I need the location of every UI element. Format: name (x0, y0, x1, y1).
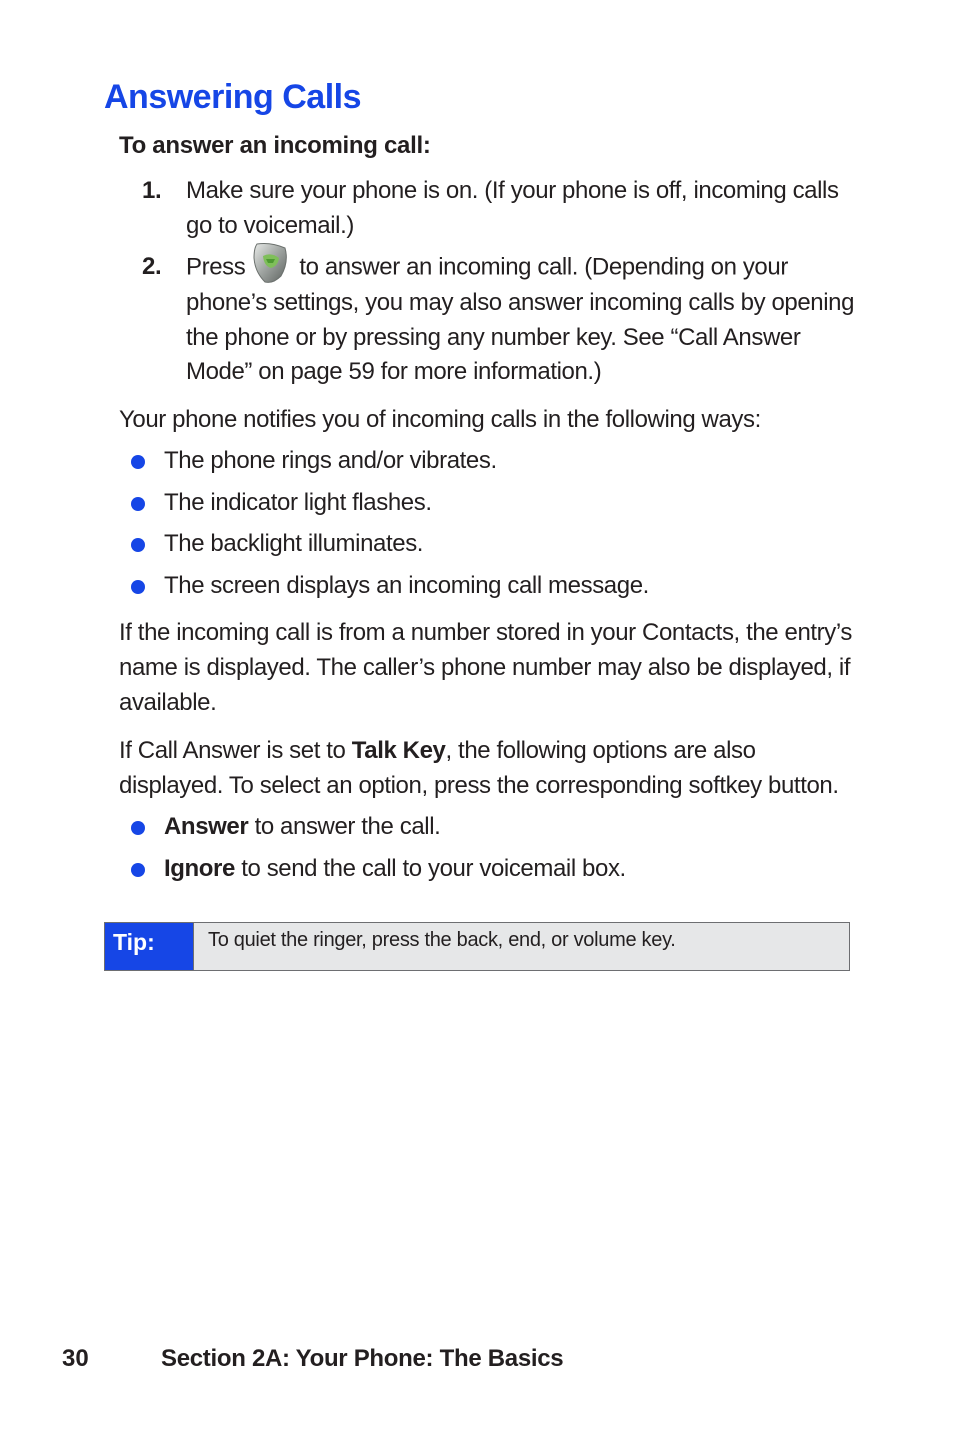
page-number: 30 (62, 1345, 89, 1372)
bullet-icon (131, 863, 145, 877)
tip-text: To quiet the ringer, press the back, end, or volume key. (208, 929, 676, 951)
list-item-text: The indicator light flashes. (164, 489, 432, 516)
step-number: 2. (142, 253, 162, 280)
bullet-icon (131, 580, 145, 594)
step-number: 1. (142, 177, 162, 204)
page-title: Answering Calls (104, 78, 362, 116)
call-answer-text-before: If Call Answer is set to (119, 737, 352, 764)
option-description: to answer the call. (248, 813, 441, 840)
option-name: Ignore (164, 855, 235, 882)
bullet-icon (131, 497, 145, 511)
option-description: to send the call to your voicemail box. (234, 855, 626, 882)
step-text (186, 250, 864, 390)
step-text-after-icon: to answer an incoming call. (Depending on your phone’s settings, you may also answer incoming calls by opening the phone or by pressing any number key. See “Call Answer Mode” on page 59 for more information.) (186, 253, 855, 385)
list-item-text (164, 854, 851, 884)
step-2 (119, 250, 864, 390)
call-answer-text-after: , the following options are also displayed. To select an option, press the corresponding softkey button. (119, 737, 839, 799)
list-item (131, 529, 851, 559)
talk-key-term: Talk Key (351, 737, 446, 764)
bullet-icon (131, 821, 145, 835)
list-item-text: The backlight illuminates. (164, 530, 424, 557)
tip-box (104, 922, 850, 971)
bullet-icon (131, 455, 145, 469)
step-text: Make sure your phone is on. (If your phone is off, incoming calls go to voicemail.) (186, 177, 839, 239)
list-item (131, 446, 851, 476)
list-item (131, 488, 851, 518)
list-item-text (164, 812, 851, 842)
list-item (131, 854, 851, 884)
option-name: Answer (164, 813, 249, 840)
list-item-text: The phone rings and/or vibrates. (164, 447, 497, 474)
notify-intro: Your phone notifies you of incoming calls in the following ways: (119, 406, 761, 433)
call-answer-paragraph (119, 733, 864, 803)
list-item (131, 812, 851, 842)
tip-label: Tip: (105, 923, 194, 970)
contacts-paragraph: If the incoming call is from a number stored in your Contacts, the entry’s name is displayed. The caller’s phone number may also be displayed, if available. (119, 619, 852, 716)
step-1 (119, 174, 864, 243)
list-item-text: The screen displays an incoming call message. (164, 572, 649, 599)
intro-label: To answer an incoming call: (119, 132, 431, 159)
section-title: Section 2A: Your Phone: The Basics (161, 1345, 564, 1372)
talk-key-icon (251, 242, 291, 284)
bullet-icon (131, 538, 145, 552)
list-item (131, 571, 851, 601)
step-text-before-icon: Press (186, 253, 246, 281)
